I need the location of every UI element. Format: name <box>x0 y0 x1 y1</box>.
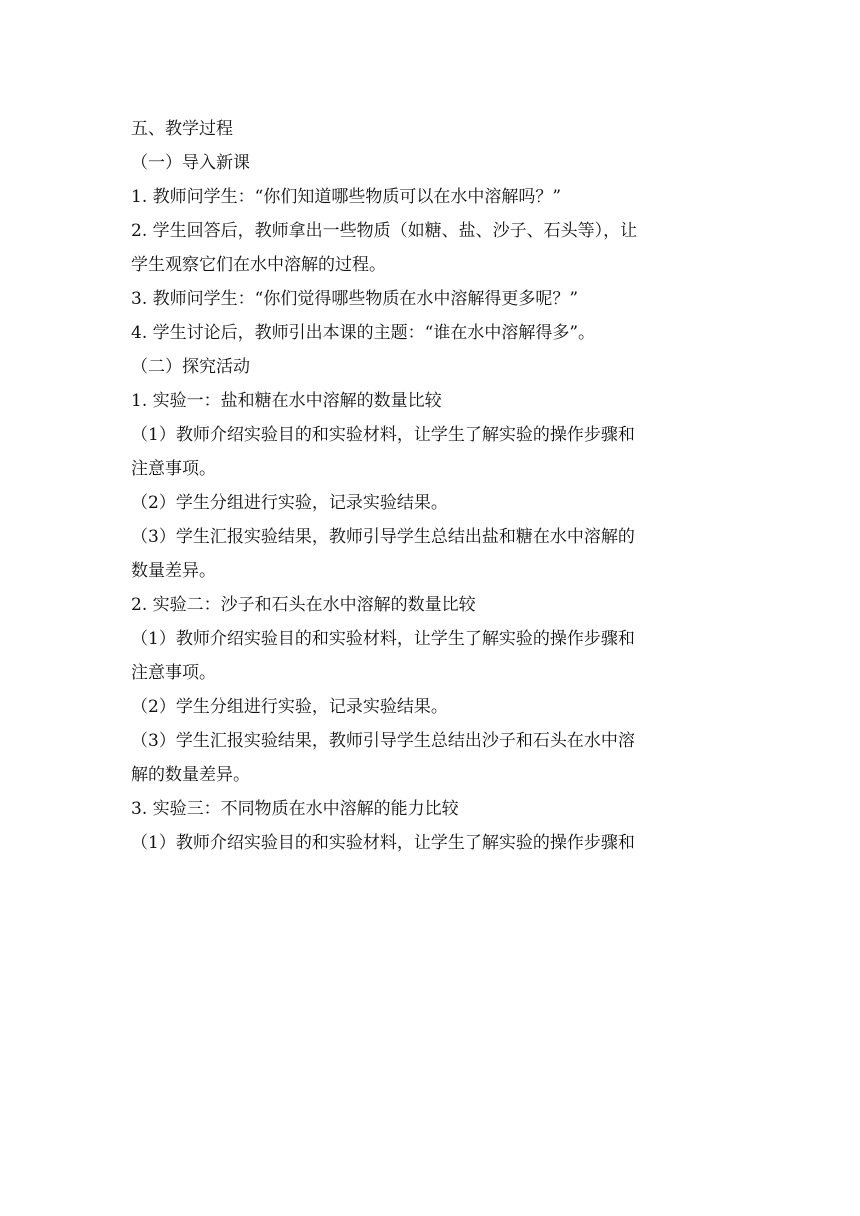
paragraph-line: （1）教师介绍实验目的和实验材料，让学生了解实验的操作步骤和 <box>131 629 635 649</box>
section-heading: 五、教学过程 <box>131 119 233 139</box>
paragraph-line: 1. 教师问学生：“你们知道哪些物质可以在水中溶解吗？” <box>131 187 562 207</box>
paragraph-line: （1）教师介绍实验目的和实验材料，让学生了解实验的操作步骤和 <box>131 425 635 445</box>
paragraph-line: 2. 实验二：沙子和石头在水中溶解的数量比较 <box>131 595 476 615</box>
paragraph-line: 注意事项。 <box>131 663 216 683</box>
paragraph-line: 4. 学生讨论后，教师引出本课的主题：“谁在水中溶解得多”。 <box>131 323 596 343</box>
document-body <box>131 112 731 860</box>
paragraph-line: 1. 实验一：盐和糖在水中溶解的数量比较 <box>131 391 442 411</box>
paragraph-line: 学生观察它们在水中溶解的过程。 <box>131 255 386 275</box>
subsection-heading: （一）导入新课 <box>131 153 250 173</box>
subsection-heading: （二）探究活动 <box>131 357 250 377</box>
paragraph-line: 数量差异。 <box>131 561 216 581</box>
paragraph-line: （3）学生汇报实验结果，教师引导学生总结出沙子和石头在水中溶 <box>131 731 635 751</box>
paragraph-line: （3）学生汇报实验结果，教师引导学生总结出盐和糖在水中溶解的 <box>131 527 635 547</box>
paragraph-line: 3. 教师问学生：“你们觉得哪些物质在水中溶解得更多呢？” <box>131 289 579 309</box>
paragraph-line: （2）学生分组进行实验，记录实验结果。 <box>131 493 448 513</box>
paragraph-line: （1）教师介绍实验目的和实验材料，让学生了解实验的操作步骤和 <box>131 833 635 853</box>
paragraph-line: 注意事项。 <box>131 459 216 479</box>
paragraph-line: 2. 学生回答后，教师拿出一些物质（如糖、盐、沙子、石头等），让 <box>131 221 638 241</box>
paragraph-line: （2）学生分组进行实验，记录实验结果。 <box>131 697 448 717</box>
paragraph-line: 解的数量差异。 <box>131 765 250 785</box>
paragraph-line: 3. 实验三：不同物质在水中溶解的能力比较 <box>131 799 459 819</box>
